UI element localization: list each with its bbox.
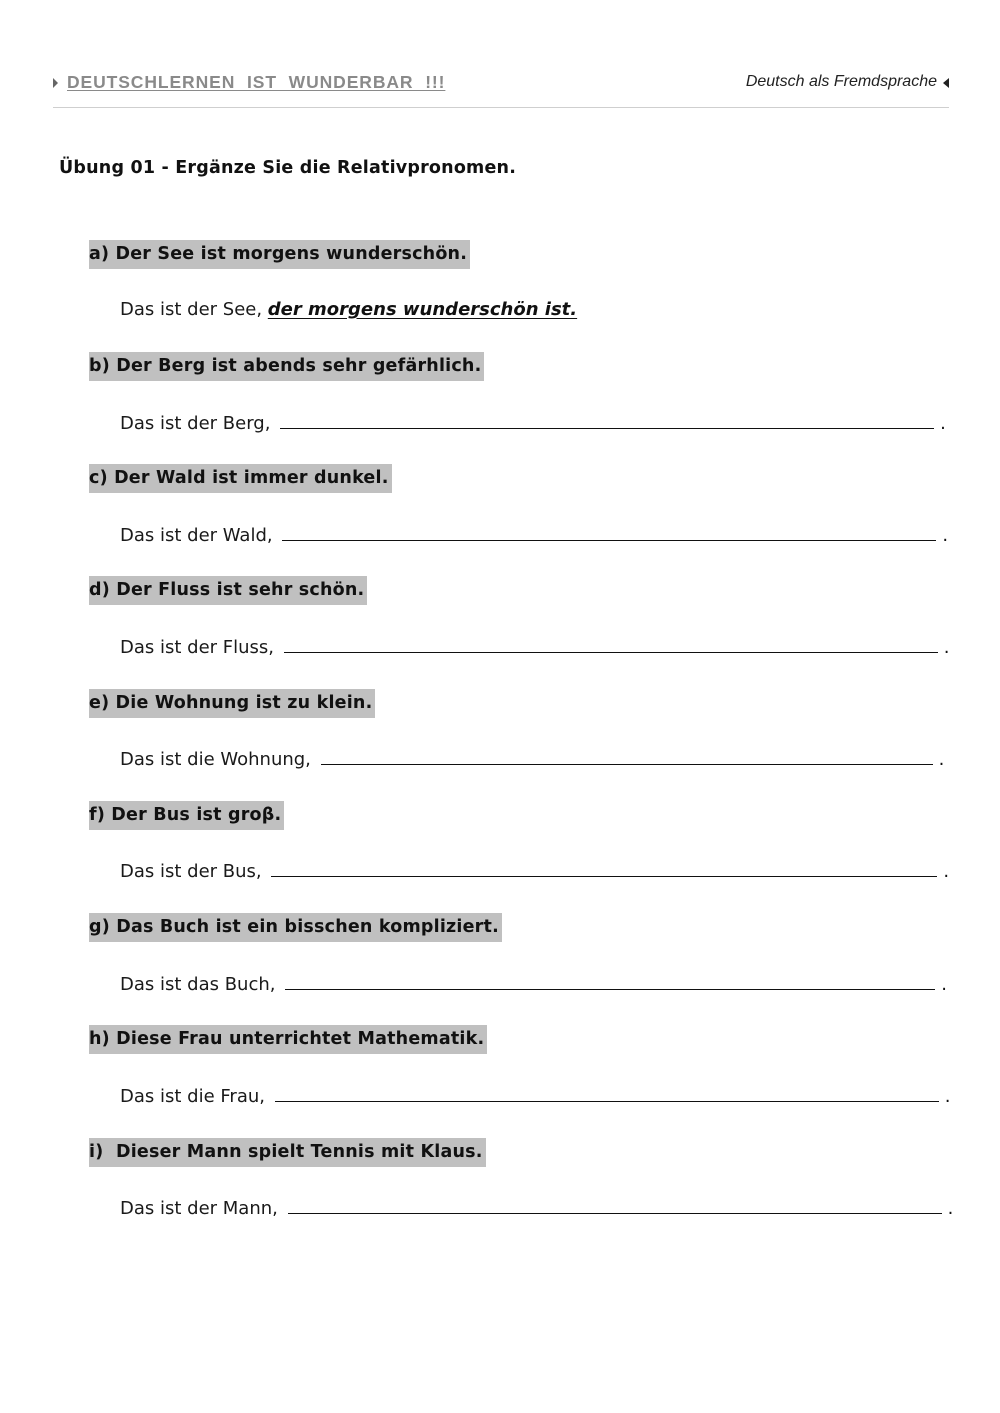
task-prompt-d: d) Der Fluss ist sehr schön. bbox=[89, 576, 367, 605]
answer-lead: Das ist der Berg, bbox=[120, 413, 277, 434]
sentence-end: . bbox=[940, 413, 946, 434]
task-prompt-i: i) Dieser Mann spielt Tennis mit Klaus. bbox=[89, 1138, 486, 1167]
answer-row-b bbox=[120, 410, 946, 436]
answer-row-e bbox=[120, 746, 944, 772]
triangle-left-icon bbox=[943, 78, 949, 88]
task-prompt-e: e) Die Wohnung ist zu klein. bbox=[89, 689, 375, 718]
answer-lead: Das ist das Buch, bbox=[120, 974, 282, 995]
task-prompt-g: g) Das Buch ist ein bisschen kompliziert. bbox=[89, 913, 502, 942]
answer-row-g bbox=[120, 971, 947, 997]
answer-row-a bbox=[120, 298, 577, 322]
header-left bbox=[53, 72, 445, 93]
header-right bbox=[746, 73, 949, 91]
answer-row-i bbox=[120, 1195, 953, 1221]
answer-row-f bbox=[120, 858, 949, 884]
answer-blank-input[interactable] bbox=[271, 858, 937, 877]
answer-blank-input[interactable] bbox=[275, 1083, 939, 1102]
task-prompt-f: f) Der Bus ist groβ. bbox=[89, 801, 284, 830]
task-prompt-b: b) Der Berg ist abends sehr gefärhlich. bbox=[89, 352, 484, 381]
example-answer: der morgens wunderschön ist. bbox=[267, 299, 578, 320]
page-header bbox=[53, 72, 949, 96]
sentence-end: . bbox=[941, 974, 947, 995]
header-divider bbox=[53, 107, 949, 108]
sentence-end: . bbox=[938, 749, 945, 770]
answer-blank-input[interactable] bbox=[280, 410, 934, 429]
task-prompt-h: h) Diese Frau unterrichtet Mathematik. bbox=[89, 1025, 487, 1054]
answer-lead: Das ist der Bus, bbox=[120, 861, 268, 882]
header-subject: Deutsch als Fremdsprache bbox=[745, 73, 937, 90]
answer-blank-input[interactable] bbox=[284, 634, 938, 653]
answer-lead: Das ist die Frau, bbox=[120, 1086, 271, 1107]
sentence-end: . bbox=[943, 861, 950, 882]
sentence-end: . bbox=[943, 637, 950, 658]
exercise-title: Übung 01 - Ergänze Sie die Relativpronomen. bbox=[59, 158, 517, 178]
answer-blank-input[interactable] bbox=[285, 971, 935, 990]
answer-blank-input[interactable] bbox=[288, 1195, 942, 1214]
task-prompt-c: c) Der Wald ist immer dunkel. bbox=[89, 464, 392, 493]
sentence-end: . bbox=[944, 1086, 951, 1107]
answer-row-c bbox=[120, 522, 948, 548]
answer-lead: Das ist der See, bbox=[120, 299, 268, 320]
answer-row-d bbox=[120, 634, 949, 660]
triangle-right-icon bbox=[53, 78, 58, 88]
answer-lead: Das ist der Mann, bbox=[120, 1198, 284, 1219]
sentence-end: . bbox=[942, 525, 949, 546]
answer-blank-input[interactable] bbox=[321, 746, 933, 765]
answer-blank-input[interactable] bbox=[282, 522, 936, 541]
answer-lead: Das ist der Wald, bbox=[120, 525, 279, 546]
sentence-end: . bbox=[947, 1198, 954, 1219]
task-prompt-a: a) Der See ist morgens wunderschön. bbox=[89, 240, 470, 269]
header-title: DEUTSCHLERNEN IST WUNDERBAR !!! bbox=[67, 72, 446, 92]
answer-lead: Das ist die Wohnung, bbox=[120, 749, 317, 770]
answer-lead: Das ist der Fluss, bbox=[120, 637, 280, 658]
answer-row-h bbox=[120, 1083, 950, 1109]
